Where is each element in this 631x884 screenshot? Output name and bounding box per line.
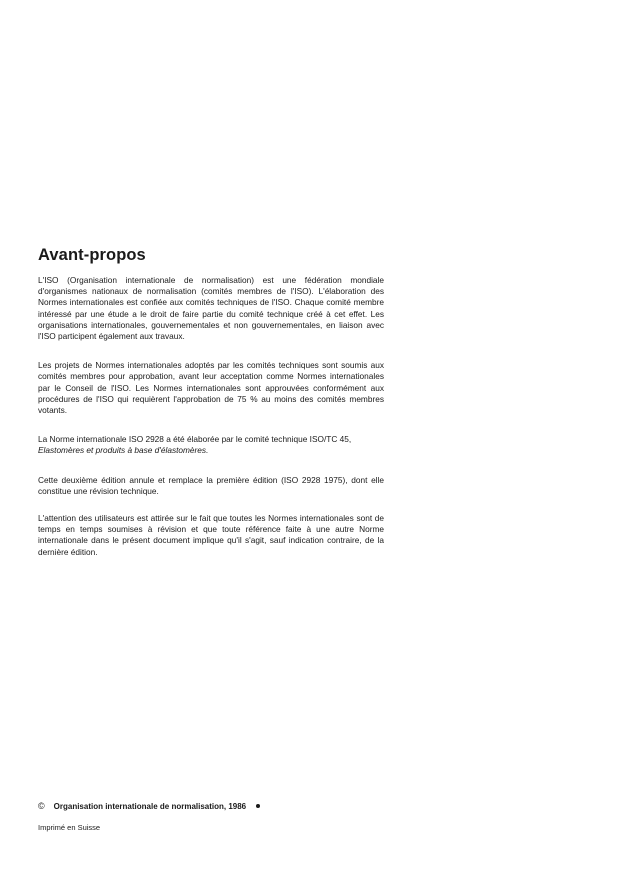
paragraph-iso-2928-text: La Norme internationale ISO 2928 a été élaborée par le comité technique ISO/TC 45, <box>38 434 352 445</box>
paragraph-draft-standards: Les projets de Normes internationales adoptés par les comités techniques sont soumis aux comités membres pour approbation, avant leur acceptation comme Normes internationales par le Conseil de l'ISO. Les Normes internationales sont approuvées conformément aux procédures de l'ISO qui requièrent l'approbation de 75 % au moins des comités membres votants. <box>38 360 384 416</box>
printed-in-line: Imprimé en Suisse <box>38 823 101 832</box>
page-heading: Avant-propos <box>38 246 146 264</box>
copyright-icon: © <box>38 801 45 811</box>
committee-title: Elastomères et produits à base d'élastomères. <box>38 445 209 456</box>
paragraph-iso-introduction: L'ISO (Organisation internationale de normalisation) est une fédération mondiale d'organismes nationaux de normalisation (comités membres de l'ISO). L'élaboration des Normes internationales est confiée aux comités techniques de l'ISO. Chaque comité membre intéressé par une étude a le droit de faire partie du comité technique créé à cet effet. Les organisations internationales, gouvernementales et non gouvernementales, en liaison avec l'ISO participent également aux travaux. <box>38 275 384 342</box>
paragraph-revision-notice: L'attention des utilisateurs est attirée sur le fait que toutes les Normes internationales sont de temps en temps soumises à révision et que toute référence faite à une autre Norme internationale dans le présent document implique qu'il s'agit, sauf indication contraire, de la dernière édition. <box>38 513 384 557</box>
copyright-text: Organisation internationale de normalisation, 1986 <box>53 801 247 811</box>
paragraph-second-edition: Cette deuxième édition annule et remplace la première édition (ISO 2928 1975), dont elle constitue une révision technique. <box>38 474 384 496</box>
body-text <box>38 275 384 574</box>
paragraph-iso-2928 <box>38 434 384 456</box>
copyright-line <box>38 801 260 811</box>
bullet-dot-icon <box>256 804 260 808</box>
